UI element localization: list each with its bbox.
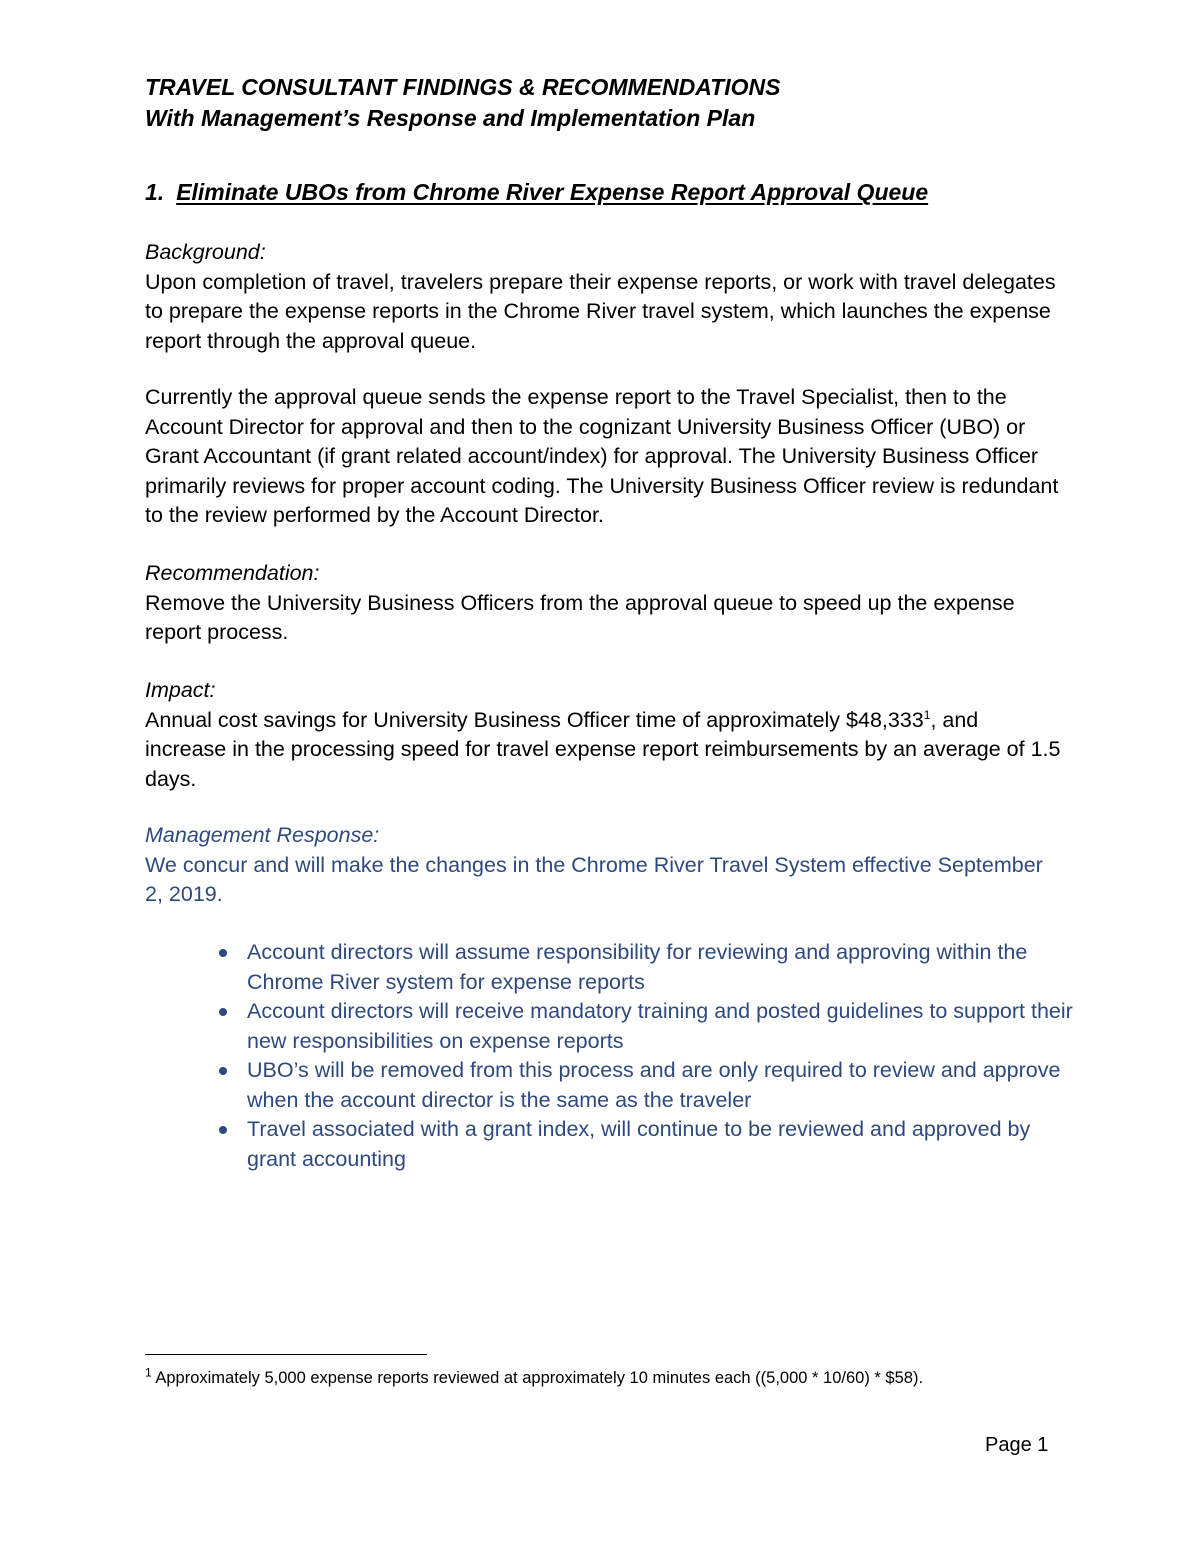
impact-label: Impact:	[145, 678, 216, 702]
impact-block	[145, 676, 1065, 794]
list-item	[215, 938, 1075, 997]
management-response-block	[145, 821, 1065, 910]
list-item	[215, 997, 1075, 1056]
bullet-text: UBO’s will be removed from this process and are only required to review and approve when the account director is the same as the traveler	[247, 1058, 1061, 1112]
impact-text-after: , and increase in the processing speed for travel expense report reimbursements by an average of 1.5 days.	[145, 707, 1061, 791]
bullet-text: Account directors will receive mandatory training and posted guidelines to support their new responsibilities on expense reports	[247, 999, 1073, 1053]
management-response-label: Management Response:	[145, 823, 380, 847]
recommendation-block	[145, 559, 1065, 648]
footnote-divider	[145, 1354, 427, 1355]
bullet-icon	[219, 1126, 227, 1134]
section-number: 1.	[145, 179, 165, 205]
document-subtitle: With Management’s Response and Implementation Plan	[145, 105, 756, 131]
bullet-text: Account directors will assume responsibility for reviewing and approving within the Chrome River system for expense reports	[247, 940, 1028, 994]
management-response-text: We concur and will make the changes in the Chrome River Travel System effective September 2, 2019.	[145, 852, 1043, 906]
footnote-text: Approximately 5,000 expense reports reviewed at approximately 10 minutes each ((5,000 * 10/60) * $58).	[151, 1369, 924, 1387]
list-item	[215, 1056, 1075, 1115]
bullet-text: Travel associated with a grant index, will continue to be reviewed and approved by grant accounting	[247, 1117, 1031, 1171]
impact-text	[145, 706, 1065, 795]
section-heading	[145, 177, 928, 207]
background-paragraph-2: Currently the approval queue sends the expense report to the Travel Specialist, then to the Account Director for approval and then to the cognizant University Business Officer (UBO) or Grant Accountant (if grant related account/index) for approval. The University Business Officer primarily reviews for proper account coding. The University Business Officer review is redundant to the review performed by the Account Director.	[145, 385, 1059, 527]
implementation-bullet-list	[215, 938, 1075, 1174]
background-block	[145, 238, 1065, 356]
section-heading-text: Eliminate UBOs from Chrome River Expense Report Approval Queue	[176, 179, 929, 205]
list-item	[215, 1115, 1075, 1174]
footnote-marker: 1	[145, 1365, 152, 1380]
page-number: Page 1	[985, 1434, 1049, 1456]
bullet-icon	[219, 1067, 227, 1075]
recommendation-text: Remove the University Business Officers from the approval queue to speed up the expense report process.	[145, 590, 1015, 644]
document-title: TRAVEL CONSULTANT FINDINGS & RECOMMENDATIONS	[145, 74, 781, 100]
background-label: Background:	[145, 240, 266, 264]
bullet-icon	[219, 1008, 227, 1016]
bullet-icon	[219, 949, 227, 957]
recommendation-label: Recommendation:	[145, 561, 320, 585]
impact-text-before: Annual cost savings for University Business Officer time of approximately $48,333	[145, 707, 924, 732]
background-paragraph-1: Upon completion of travel, travelers prepare their expense reports, or work with travel delegates to prepare the expense reports in the Chrome River travel system, which launches the expense report through the approval queue.	[145, 269, 1056, 353]
footnote	[145, 1366, 1065, 1390]
background-paragraph-2-block	[145, 383, 1065, 531]
footnote-reference: 1	[923, 707, 931, 722]
